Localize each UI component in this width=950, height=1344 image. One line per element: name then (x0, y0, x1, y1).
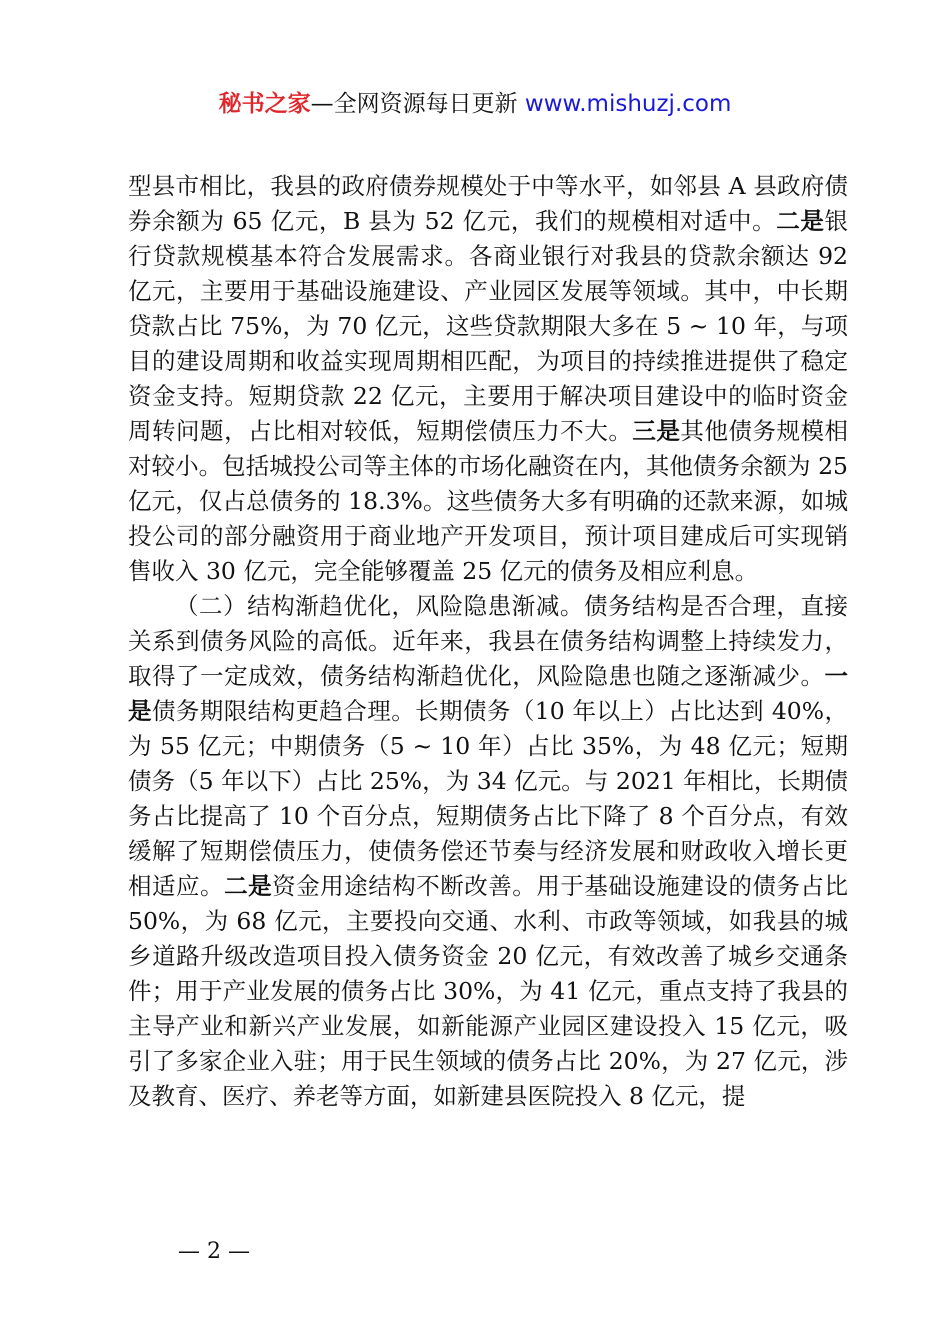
header-tagline: —全网资源每日更新 (310, 91, 525, 117)
site-header (0, 88, 950, 120)
paragraph-text: 型县市相比，我县的政府债券规模处于中等水平，如邻县 A 县政府债券余额为 65 亿元，B 县为 52 亿元，我们的规模相对适中。 (128, 172, 848, 235)
page-number: — 2 — (178, 1239, 250, 1264)
bold-marker: 三是 (632, 417, 681, 445)
paragraph-text: 债务期限结构更趋合理。长期债务（10 年以上）占比达到 40%，为 55 亿元；中期债务（5 ~ 10 年）占比 35%，为 48 亿元；短期债务（5 年以下）占比 25%，为 34 亿元。与 2021 年相比，长期债务占比提高了 10 个百分点，短期债务占比下降了 8 个百分点，有效缓解了短期偿债压力，使债务偿还节奏与经济发展和财政收入增长更相适应。 (128, 697, 849, 900)
bold-marker: 二是 (224, 872, 273, 900)
bold-marker: 一是 (128, 662, 848, 725)
paragraph-debt-structure (128, 589, 848, 1114)
document-body (128, 169, 848, 1114)
paragraph-text: 其他债务规模相对较小。包括城投公司等主体的市场化融资在内，其他债务余额为 25 亿元，仅占总债务的 18.3%。这些债务大多有明确的还款来源，如城投公司的部分融资用于商业地产开发项目，预计项目建成后可实现销售收入 30 亿元，完全能够覆盖 25 亿元的债务及相应利息。 (128, 417, 849, 585)
site-url-link[interactable]: www.mishuzj.com (524, 91, 732, 117)
paragraph-text: 银行贷款规模基本符合发展需求。各商业银行对我县的贷款余额达 92 亿元，主要用于基础设施建设、产业园区发展等领域。其中，中长期贷款占比 75%，为 70 亿元，这些贷款期限大多在 5 ~ 10 年，与项目的建设周期和收益实现周期相匹配，为项目的持续推进提供了稳定资金支持。短期贷款 22 亿元，主要用于解决项目建设中的临时资金周转问题，占比相对较低，短期偿债压力不大。 (128, 207, 848, 445)
bold-marker: 二是 (776, 207, 825, 235)
paragraph-text: 资金用途结构不断改善。用于基础设施建设的债务占比 50%，为 68 亿元，主要投向交通、水利、市政等领域，如我县的城乡道路升级改造项目投入债务资金 20 亿元，有效改善了城乡交通条件；用于产业发展的债务占比 30%，为 41 亿元，重点支持了我县的主导产业和新兴产业发展，如新能源产业园区建设投入 15 亿元，吸引了多家企业入驻；用于民生领域的债务占比 20%，为 27 亿元，涉及教育、医疗、养老等方面，如新建县医院投入 8 亿元，提 (128, 872, 849, 1110)
paragraph-debt-scale (128, 169, 848, 589)
brand-name: 秘书之家 (218, 91, 311, 117)
paragraph-text: （二）结构渐趋优化，风险隐患渐减。债务结构是否合理，直接关系到债务风险的高低。近年来，我县在债务结构调整上持续发力，取得了一定成效，债务结构渐趋优化，风险隐患也随之逐渐减少。 (128, 592, 848, 690)
